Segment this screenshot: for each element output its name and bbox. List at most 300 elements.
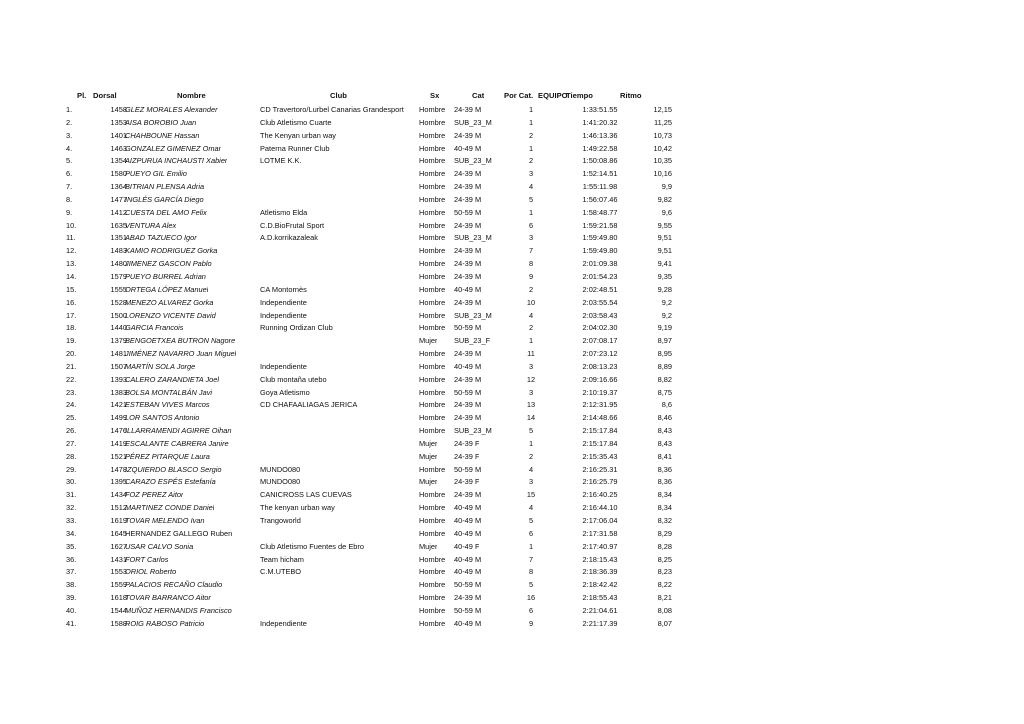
- cell-sx: Hombre: [419, 605, 446, 615]
- cell-por-cat: 2: [528, 156, 534, 166]
- cell-nombre: PALACIOS RECAÑO Claudio: [125, 580, 223, 590]
- cell-sx: Hombre: [419, 233, 446, 243]
- cell-sx: Hombre: [419, 593, 446, 603]
- cell-club: Paterna Runner Club: [260, 143, 330, 153]
- cell-sx: Hombre: [419, 182, 446, 192]
- cell-por-cat: 3: [528, 361, 534, 371]
- cell-nombre: IZQUIERDO BLASCO Sergio: [125, 464, 222, 474]
- cell-ritmo: 10,73: [653, 130, 672, 140]
- cell-cat: 50-59 M: [454, 207, 482, 217]
- cell-club: Independiente: [260, 618, 307, 628]
- cell-club: CD Travertoro/Lurbel Canarias Grandesport: [260, 105, 404, 114]
- cell-nombre: FOZ PEREZ Aitor: [125, 490, 184, 500]
- cell-tiempo: 1:50:08.86: [582, 156, 618, 166]
- cell-cat: SUB_23_M: [454, 156, 492, 166]
- cell-por-cat: 7: [528, 554, 534, 564]
- cell-dorsal: 1477: [110, 194, 127, 204]
- cell-sx: Hombre: [419, 297, 446, 307]
- cell-club: CA Montornès: [260, 284, 307, 294]
- cell-dorsal: 1588: [110, 618, 127, 628]
- cell-por-cat: 9: [528, 271, 534, 281]
- cell-por-cat: 4: [528, 182, 534, 192]
- cell-dorsal: 1559: [110, 580, 127, 590]
- cell-tiempo: 2:21:17.39: [582, 618, 618, 628]
- cell-sx: Hombre: [419, 554, 446, 564]
- cell-sx: Hombre: [419, 349, 446, 359]
- table-row: [60, 245, 670, 258]
- cell-cat: 24-39 M: [454, 413, 482, 423]
- cell-dorsal: 1353: [110, 117, 127, 127]
- cell-tiempo: 2:18:55.43: [582, 593, 618, 603]
- cell-cat: 24-39 F: [454, 451, 480, 461]
- cell-cat: SUB_23_M: [454, 426, 492, 436]
- cell-cat: 40-49 M: [454, 503, 482, 513]
- cell-cat: 24-39 F: [454, 438, 480, 448]
- cell-ritmo: 9,28: [657, 284, 672, 294]
- table-row: [60, 476, 670, 489]
- cell-dorsal: 1431: [110, 554, 127, 564]
- cell-por-cat: 16: [526, 593, 536, 603]
- cell-sx: Hombre: [419, 528, 446, 538]
- cell-nombre: CARAZO ESPÉS Estefanía: [125, 477, 216, 487]
- cell-pl: 39.: [66, 593, 77, 603]
- table-row: [60, 605, 670, 618]
- cell-sx: Hombre: [419, 567, 446, 577]
- cell-pl: 7.: [66, 182, 73, 192]
- cell-tiempo: 2:18:42.42: [582, 580, 618, 590]
- cell-ritmo: 8,43: [657, 426, 672, 436]
- cell-por-cat: 8: [528, 259, 534, 269]
- cell-ritmo: 8,21: [657, 593, 672, 603]
- table-row: [60, 297, 670, 310]
- header-equipo: EQUIPO: [538, 91, 568, 100]
- cell-cat: 50-59 M: [454, 580, 482, 590]
- cell-pl: 34.: [66, 528, 77, 538]
- cell-club: Club Atletismo Cuarte: [260, 117, 332, 127]
- cell-dorsal: 1476: [110, 426, 127, 436]
- cell-por-cat: 9: [528, 618, 534, 628]
- cell-pl: 13.: [66, 259, 77, 269]
- cell-tiempo: 2:15:17.84: [582, 426, 618, 436]
- cell-tiempo: 2:03:58.43: [582, 310, 618, 320]
- cell-sx: Hombre: [419, 464, 446, 474]
- cell-nombre: PÉREZ PITARQUE Laura: [125, 451, 210, 461]
- cell-club: C.D.BioFrutal Sport: [260, 220, 325, 230]
- cell-dorsal: 1419: [110, 438, 127, 448]
- cell-ritmo: 8,22: [657, 580, 672, 590]
- cell-pl: 14.: [66, 271, 77, 281]
- cell-cat: 40-49 M: [454, 516, 482, 525]
- table-row: [60, 322, 670, 335]
- cell-dorsal: 1507: [110, 361, 127, 371]
- cell-por-cat: 7: [528, 246, 534, 256]
- cell-ritmo: 8,97: [657, 336, 672, 346]
- cell-por-cat: 12: [526, 374, 536, 384]
- table-row: [60, 502, 670, 515]
- cell-club: Club Atletismo Fuentes de Ebro: [260, 541, 364, 551]
- cell-por-cat: 15: [526, 490, 536, 500]
- cell-pl: 38.: [66, 580, 77, 590]
- cell-pl: 40.: [66, 605, 77, 615]
- cell-ritmo: 8,36: [657, 464, 672, 474]
- cell-ritmo: 10,16: [653, 169, 672, 179]
- cell-club: The Kenyan urban way: [260, 130, 337, 140]
- table-row: [60, 528, 670, 541]
- cell-club: CD CHAFAALIAGAS JERICA: [260, 400, 358, 410]
- cell-ritmo: 11,25: [654, 117, 672, 127]
- cell-por-cat: 2: [528, 451, 534, 461]
- cell-nombre: KAMIO RODRIGUEZ Gorka: [125, 246, 218, 256]
- cell-tiempo: 2:18:15.43: [582, 554, 618, 564]
- cell-ritmo: 8,75: [657, 387, 672, 397]
- cell-por-cat: 3: [528, 477, 534, 487]
- cell-pl: 31.: [66, 490, 77, 500]
- cell-por-cat: 5: [528, 580, 534, 590]
- cell-ritmo: 8,08: [657, 605, 672, 615]
- cell-dorsal: 1512: [110, 503, 127, 513]
- cell-sx: Hombre: [419, 323, 446, 333]
- cell-pl: 3.: [66, 130, 73, 140]
- cell-cat: 40-49 M: [454, 143, 482, 153]
- cell-tiempo: 2:17:06.04: [582, 516, 618, 525]
- cell-tiempo: 1:59:21.58: [582, 220, 618, 230]
- table-row: [60, 515, 670, 528]
- header-pl: Pl.: [77, 91, 87, 100]
- cell-pl: 35.: [66, 541, 77, 551]
- cell-tiempo: 1:46:13.36: [582, 130, 618, 140]
- cell-tiempo: 2:18:36.39: [582, 567, 618, 577]
- cell-sx: Hombre: [419, 310, 446, 320]
- cell-nombre: TOVAR MELENDO Ivan: [125, 516, 205, 525]
- cell-cat: 40-49 M: [454, 284, 482, 294]
- cell-por-cat: 11: [527, 349, 535, 359]
- cell-ritmo: 8,23: [657, 567, 672, 577]
- header-ritmo: Ritmo: [620, 91, 642, 100]
- cell-tiempo: 2:16:44.10: [582, 503, 618, 513]
- cell-sx: Hombre: [419, 169, 446, 179]
- cell-pl: 20.: [66, 349, 77, 359]
- cell-cat: 40-49 F: [454, 541, 480, 551]
- cell-pl: 5.: [66, 156, 73, 166]
- cell-cat: 24-39 M: [454, 297, 482, 307]
- cell-cat: 24-39 M: [454, 374, 482, 384]
- header-por-cat: Por Cat.: [504, 91, 534, 100]
- cell-sx: Hombre: [419, 284, 446, 294]
- cell-ritmo: 10,42: [653, 143, 672, 153]
- cell-dorsal: 1395: [110, 477, 127, 487]
- cell-sx: Hombre: [419, 220, 446, 230]
- table-row: [60, 554, 670, 567]
- table-row: [60, 232, 670, 245]
- cell-pl: 1.: [66, 105, 73, 114]
- cell-tiempo: 2:15:17.84: [582, 438, 618, 448]
- cell-cat: 24-39 F: [454, 477, 480, 487]
- cell-nombre: HERNANDEZ GALLEGO Ruben: [125, 528, 233, 538]
- cell-nombre: ORTEGA LÓPEZ Manuel: [125, 284, 209, 294]
- cell-sx: Hombre: [419, 143, 446, 153]
- table-row: [60, 425, 670, 438]
- cell-tiempo: 1:56:07.46: [582, 194, 618, 204]
- cell-sx: Hombre: [419, 271, 446, 281]
- cell-cat: 24-39 M: [454, 105, 482, 114]
- table-row: [60, 271, 670, 284]
- cell-nombre: MUÑOZ HERNANDIS Francisco: [125, 605, 232, 615]
- table-row: [60, 451, 670, 464]
- cell-ritmo: 9,2: [661, 310, 672, 320]
- table-row: [60, 104, 670, 117]
- cell-pl: 15.: [66, 284, 77, 294]
- cell-ritmo: 8,36: [657, 477, 672, 487]
- cell-ritmo: 9,51: [657, 246, 672, 256]
- table-row: [60, 361, 670, 374]
- cell-pl: 26.: [66, 426, 77, 436]
- cell-dorsal: 1500: [110, 310, 127, 320]
- cell-cat: 24-39 M: [454, 490, 482, 500]
- cell-dorsal: 1483: [110, 246, 127, 256]
- cell-pl: 11.: [66, 233, 76, 243]
- cell-pl: 19.: [66, 336, 77, 346]
- cell-club: MUNDO080: [260, 464, 301, 474]
- cell-nombre: ABAD TAZUECO Igor: [125, 233, 197, 243]
- table-row: [60, 464, 670, 477]
- cell-sx: Hombre: [419, 374, 446, 384]
- cell-por-cat: 4: [528, 503, 534, 513]
- cell-tiempo: 2:12:31.95: [582, 400, 618, 410]
- cell-cat: 40-49 M: [454, 361, 482, 371]
- cell-tiempo: 2:17:40.97: [582, 541, 618, 551]
- cell-tiempo: 2:09:16.66: [582, 374, 618, 384]
- cell-nombre: LOR SANTOS Antonio: [125, 413, 200, 423]
- cell-pl: 28.: [66, 451, 77, 461]
- cell-cat: 24-39 M: [454, 182, 482, 192]
- cell-nombre: ILLARRAMENDI AGIRRE Oihan: [125, 426, 232, 436]
- cell-pl: 27.: [66, 438, 77, 448]
- cell-dorsal: 1499: [110, 413, 127, 423]
- cell-por-cat: 14: [526, 413, 536, 423]
- cell-cat: 24-39 M: [454, 220, 482, 230]
- cell-tiempo: 2:16:40.25: [582, 490, 618, 500]
- cell-dorsal: 1393: [110, 374, 127, 384]
- table-row: [60, 374, 670, 387]
- cell-ritmo: 9,51: [657, 233, 672, 243]
- table-row: [60, 579, 670, 592]
- cell-por-cat: 10: [526, 297, 536, 307]
- cell-club: Trangoworld: [260, 516, 301, 525]
- cell-dorsal: 1401: [110, 130, 127, 140]
- table-body: [60, 104, 670, 631]
- cell-ritmo: 9,41: [657, 259, 672, 269]
- cell-dorsal: 1627: [110, 541, 127, 551]
- cell-por-cat: 8: [528, 567, 534, 577]
- cell-por-cat: 3: [528, 169, 534, 179]
- cell-club: The kenyan urban way: [260, 503, 335, 513]
- table-row: [60, 335, 670, 348]
- table-row: [60, 155, 670, 168]
- cell-cat: 40-49 M: [454, 618, 482, 628]
- cell-ritmo: 9,6: [661, 207, 672, 217]
- cell-ritmo: 9,2: [661, 297, 672, 307]
- cell-ritmo: 8,95: [657, 349, 672, 359]
- cell-dorsal: 1458: [110, 105, 127, 114]
- cell-sx: Mujer: [419, 336, 438, 346]
- table-row: [60, 489, 670, 502]
- cell-cat: 24-39 M: [454, 169, 482, 179]
- cell-tiempo: 2:16:25.79: [582, 477, 618, 487]
- cell-pl: 18.: [66, 323, 77, 333]
- cell-sx: Hombre: [419, 156, 446, 166]
- cell-dorsal: 1364: [110, 182, 127, 192]
- cell-por-cat: 1: [528, 438, 534, 448]
- cell-ritmo: 8,6: [661, 400, 672, 410]
- cell-pl: 16.: [66, 297, 77, 307]
- cell-cat: 40-49 M: [454, 528, 482, 538]
- cell-tiempo: 1:59:49.80: [582, 246, 618, 256]
- cell-dorsal: 1528: [110, 297, 127, 307]
- header-club: Club: [330, 91, 347, 100]
- table-row: [60, 117, 670, 130]
- cell-club: CANICROSS LAS CUEVAS: [260, 490, 352, 500]
- cell-tiempo: 2:03:55.54: [582, 297, 618, 307]
- cell-sx: Hombre: [419, 426, 446, 436]
- header-cat: Cat: [472, 91, 485, 100]
- cell-tiempo: 2:04:02.30: [582, 323, 618, 333]
- table-row: [60, 566, 670, 579]
- cell-tiempo: 2:07:23.12: [582, 349, 618, 359]
- cell-pl: 32.: [66, 503, 77, 513]
- cell-ritmo: 8,41: [657, 451, 672, 461]
- cell-pl: 41.: [66, 618, 77, 628]
- table-row: [60, 541, 670, 554]
- cell-club: LOTME K.K.: [260, 156, 302, 166]
- table-row: [60, 207, 670, 220]
- cell-nombre: LORENZO VICENTE David: [125, 310, 216, 320]
- cell-dorsal: 1579: [110, 271, 127, 281]
- cell-nombre: AIZPURUA INCHAUSTI Xabier: [125, 156, 228, 166]
- cell-dorsal: 1580: [110, 169, 127, 179]
- cell-pl: 29.: [66, 464, 77, 474]
- cell-nombre: CUESTA DEL AMO Felix: [125, 207, 207, 217]
- cell-club: Running Ordizan Club: [260, 323, 333, 333]
- table-row: [60, 387, 670, 400]
- cell-sx: Hombre: [419, 194, 446, 204]
- cell-club: MUNDO080: [260, 477, 301, 487]
- cell-cat: 50-59 M: [454, 387, 482, 397]
- cell-dorsal: 1555: [110, 284, 127, 294]
- cell-por-cat: 1: [528, 336, 534, 346]
- cell-por-cat: 5: [528, 426, 534, 436]
- cell-por-cat: 5: [528, 194, 534, 204]
- cell-sx: Hombre: [419, 400, 446, 410]
- cell-pl: 4.: [66, 143, 73, 153]
- cell-dorsal: 1619: [110, 516, 127, 525]
- table-row: [60, 348, 670, 361]
- cell-dorsal: 1421: [110, 400, 127, 410]
- cell-tiempo: 2:01:54.23: [582, 271, 618, 281]
- cell-por-cat: 4: [528, 310, 534, 320]
- header-dorsal: Dorsal: [93, 91, 117, 100]
- cell-nombre: MARTÍN SOLA Jorge: [125, 361, 196, 371]
- cell-pl: 12.: [66, 246, 77, 256]
- cell-cat: 24-39 M: [454, 271, 482, 281]
- cell-cat: 24-39 M: [454, 130, 482, 140]
- cell-tiempo: 2:08:13.23: [582, 361, 618, 371]
- cell-nombre: GARCIA Francois: [125, 323, 184, 333]
- table-row: [60, 618, 670, 631]
- cell-sx: Hombre: [419, 503, 446, 513]
- header-sx: Sx: [430, 91, 440, 100]
- cell-tiempo: 2:02:48.51: [582, 284, 618, 294]
- cell-tiempo: 1:58:48.77: [582, 207, 618, 217]
- cell-ritmo: 8,43: [657, 438, 672, 448]
- cell-club: Team hicham: [260, 554, 304, 564]
- cell-nombre: PUEYO GIL Emilio: [125, 169, 187, 179]
- cell-sx: Hombre: [419, 105, 446, 114]
- table-row: [60, 412, 670, 425]
- cell-por-cat: 3: [528, 387, 534, 397]
- cell-dorsal: 1440: [110, 323, 127, 333]
- cell-tiempo: 1:59:49.80: [582, 233, 618, 243]
- cell-tiempo: 2:16:25.31: [582, 464, 618, 474]
- cell-pl: 8.: [66, 194, 73, 204]
- cell-pl: 21.: [66, 361, 77, 371]
- cell-cat: 24-39 M: [454, 593, 482, 603]
- table-row: [60, 168, 670, 181]
- cell-sx: Hombre: [419, 246, 446, 256]
- cell-tiempo: 2:01:09.38: [582, 259, 618, 269]
- cell-nombre: PUEYO BURREL Adrian: [125, 271, 206, 281]
- cell-sx: Hombre: [419, 361, 446, 371]
- cell-nombre: ORIOL Roberto: [125, 567, 177, 577]
- table-row: [60, 194, 670, 207]
- cell-cat: 24-39 M: [454, 259, 482, 269]
- cell-dorsal: 1379: [110, 336, 127, 346]
- cell-nombre: VENTURA Alex: [125, 220, 177, 230]
- cell-por-cat: 4: [528, 464, 534, 474]
- cell-nombre: USAR CALVO Sonia: [125, 541, 194, 551]
- cell-pl: 9.: [66, 207, 73, 217]
- cell-tiempo: 2:15:35.43: [582, 451, 618, 461]
- cell-nombre: TOVAR BARRANCO Aitor: [125, 593, 211, 603]
- cell-dorsal: 1618: [110, 593, 127, 603]
- cell-sx: Hombre: [419, 387, 446, 397]
- cell-cat: SUB_23_M: [454, 117, 492, 127]
- cell-club: C.M.UTEBO: [260, 567, 302, 577]
- cell-club: A.D.korrikazaleak: [260, 233, 318, 243]
- cell-club: Independiente: [260, 361, 307, 371]
- cell-tiempo: 1:55:11.98: [582, 182, 618, 192]
- cell-pl: 30.: [66, 477, 77, 487]
- cell-nombre: ESCALANTE CABRERA Janire: [125, 438, 229, 448]
- cell-por-cat: 2: [528, 323, 534, 333]
- cell-cat: 50-59 M: [454, 464, 482, 474]
- cell-ritmo: 8,89: [657, 361, 672, 371]
- table-row: [60, 258, 670, 271]
- cell-cat: SUB_23_F: [454, 336, 491, 346]
- cell-sx: Hombre: [419, 516, 446, 525]
- cell-tiempo: 1:49:22.58: [582, 143, 618, 153]
- cell-nombre: BITRIAN PLENSA Adria: [125, 182, 205, 192]
- cell-dorsal: 1481: [110, 349, 127, 359]
- cell-sx: Hombre: [419, 130, 446, 140]
- cell-club: Goya Atletismo: [260, 387, 310, 397]
- cell-cat: 40-49 M: [454, 554, 482, 564]
- cell-sx: Mujer: [419, 477, 438, 487]
- cell-por-cat: 3: [528, 233, 534, 243]
- table-row: [60, 284, 670, 297]
- cell-dorsal: 1480: [110, 259, 127, 269]
- table-header: [60, 90, 670, 102]
- table-row: [60, 438, 670, 451]
